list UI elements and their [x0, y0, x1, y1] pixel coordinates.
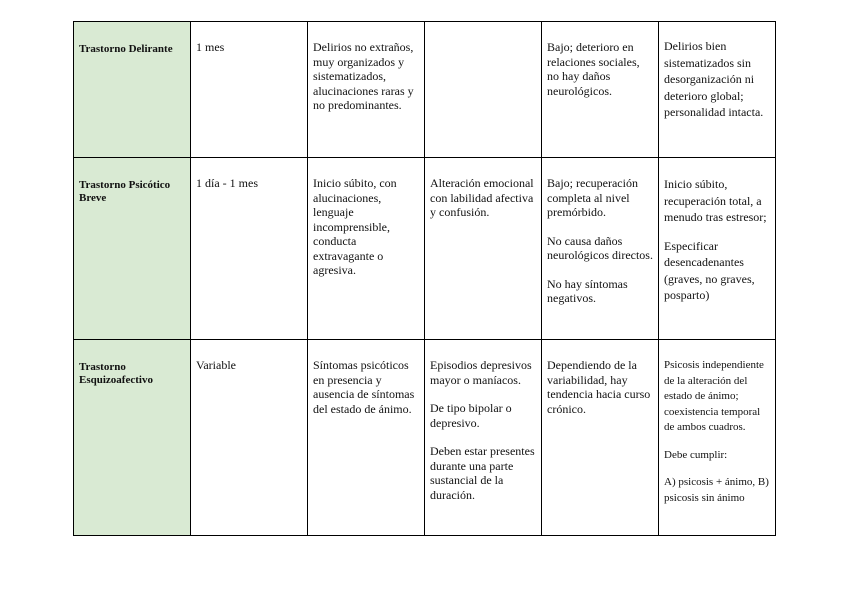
table-row [74, 340, 776, 536]
features-cell: Delirios bien sistematizados sin desorganización ni deterioro global; personalidad intacta. [659, 22, 776, 158]
symptoms-cell: Inicio súbito, con alucinaciones, lenguaje incomprensible, conducta extravagante o agresiva. [308, 158, 425, 340]
duration-cell: Variable [191, 340, 308, 536]
symptoms-cell: Síntomas psicóticos en presencia y ausencia de síntomas del estado de ánimo. [308, 340, 425, 536]
features-cell: Inicio súbito, recuperación total, a menudo tras estresor; Especificar desencadenantes (graves, no graves, posparto) [659, 158, 776, 340]
affective-cell: Episodios depresivos mayor o maníacos. De tipo bipolar o depresivo. Deben estar presentes durante una parte sustancial de la duración. [425, 340, 542, 536]
impairment-cell: Bajo; recuperación completa al nivel premórbido. No causa daños neurológicos directos. No hay síntomas negativos. [542, 158, 659, 340]
affective-cell: Alteración emocional con labilidad afectiva y confusión. [425, 158, 542, 340]
impairment-cell: Bajo; deterioro en relaciones sociales, no hay daños neurológicos. [542, 22, 659, 158]
document-page [73, 21, 776, 536]
disorder-name-cell: Trastorno Delirante [74, 22, 191, 158]
disorder-name-cell: Trastorno Psicótico Breve [74, 158, 191, 340]
duration-cell: 1 día - 1 mes [191, 158, 308, 340]
table-row [74, 22, 776, 158]
impairment-cell: Dependiendo de la variabilidad, hay tendencia hacia curso crónico. [542, 340, 659, 536]
table-row [74, 158, 776, 340]
duration-cell: 1 mes [191, 22, 308, 158]
disorders-table [73, 21, 776, 536]
features-cell: Psicosis independiente de la alteración del estado de ánimo; coexistencia temporal de ambos cuadros. Debe cumplir: A) psicosis + ánimo, B) psicosis sin ánimo [659, 340, 776, 536]
affective-cell [425, 22, 542, 158]
disorder-name-cell: Trastorno Esquizoafectivo [74, 340, 191, 536]
symptoms-cell: Delirios no extraños, muy organizados y sistematizados, alucinaciones raras y no predominantes. [308, 22, 425, 158]
